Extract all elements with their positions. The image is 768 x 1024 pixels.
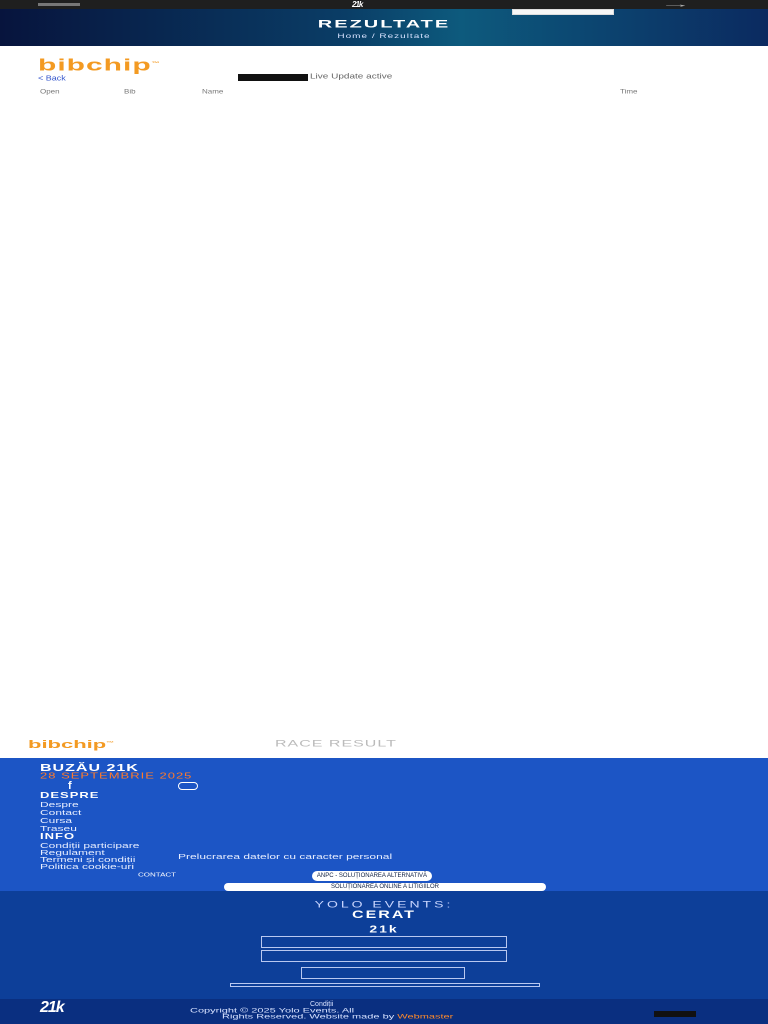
- footer-link-traseu[interactable]: Traseu: [40, 824, 77, 833]
- webmaster-link[interactable]: Webmaster: [397, 1013, 454, 1021]
- menu-icon[interactable]: [38, 3, 80, 6]
- footer-partners: [0, 891, 768, 999]
- footer-link-despre[interactable]: Despre: [40, 800, 79, 809]
- results-table-header: [20, 88, 748, 96]
- col-time-header[interactable]: Time: [620, 88, 638, 95]
- partner-slot[interactable]: [230, 983, 540, 987]
- facebook-icon[interactable]: f: [68, 780, 72, 792]
- breadcrumb[interactable]: Home / Rezultate: [337, 33, 431, 40]
- copyright-redacted: [654, 1011, 696, 1017]
- partner-slot[interactable]: [261, 936, 507, 948]
- footer-link-gdpr[interactable]: Prelucrarea datelor cu caracter personal: [178, 852, 393, 861]
- partner-logo-21k[interactable]: 21k: [369, 923, 399, 935]
- footer-bottom: [0, 999, 768, 1024]
- footer-link-contact[interactable]: Contact: [40, 808, 82, 817]
- event-name: BUZĂU 21K: [40, 762, 139, 774]
- despre-heading: DESPRE: [40, 790, 100, 801]
- footer-link-cookies[interactable]: Politica cookie-uri: [40, 862, 135, 871]
- anpc-sal-badge[interactable]: ANPC - SOLUȚIONAREA ALTERNATIVĂ: [312, 871, 432, 881]
- col-name-header[interactable]: Name: [202, 88, 224, 95]
- back-link[interactable]: < Back: [38, 74, 66, 82]
- bibchip-logo: bibchip™: [38, 56, 161, 75]
- arrow-right-icon[interactable]: →: [660, 0, 692, 9]
- footer-logo[interactable]: 21k: [40, 999, 64, 1016]
- footer-info: [0, 758, 768, 891]
- search-input[interactable]: [512, 9, 614, 15]
- partners-title: YOLO EVENTS:: [314, 898, 454, 910]
- live-update-toggle[interactable]: [238, 74, 308, 81]
- copyright-credit: Rights Reserved. Website made by Webmaster: [222, 1013, 454, 1021]
- anpc-sol-badge[interactable]: SOLUȚIONAREA ONLINE A LITIGIILOR: [224, 883, 546, 891]
- live-update-label: Live Update active: [310, 72, 393, 81]
- footer-link-conditii[interactable]: Condiții participare: [40, 841, 140, 850]
- race-result-logo: RACE RESULT: [275, 738, 397, 749]
- contact-label[interactable]: CONTACT: [138, 871, 177, 878]
- partner-slot[interactable]: [301, 967, 465, 979]
- results-controls: [20, 74, 748, 82]
- footer-link-cursa[interactable]: Cursa: [40, 816, 73, 825]
- partner-slot[interactable]: [261, 950, 507, 962]
- footer-link-regulament[interactable]: Regulament: [40, 848, 105, 857]
- page-hero: [0, 9, 768, 46]
- footer-link-termeni[interactable]: Termeni și condiții: [40, 855, 136, 864]
- copyright-text: Copyright © 2025 Yolo Events. All: [190, 1007, 355, 1015]
- page-title: REZULTATE: [317, 17, 451, 31]
- site-logo[interactable]: 21k: [352, 0, 363, 9]
- footer-mini-link[interactable]: Condiții: [310, 1001, 334, 1008]
- top-bar: [0, 0, 768, 9]
- instagram-icon[interactable]: [178, 782, 198, 790]
- partner-logo-cerat[interactable]: CERAT: [352, 908, 416, 921]
- col-bib-header[interactable]: Bib: [124, 88, 136, 95]
- col-pos-header[interactable]: Open: [40, 88, 60, 95]
- info-heading: INFO: [40, 831, 76, 842]
- bibchip-footer-logo: bibchip™: [28, 738, 115, 751]
- event-date: 28 SEPTEMBRIE 2025: [40, 771, 193, 781]
